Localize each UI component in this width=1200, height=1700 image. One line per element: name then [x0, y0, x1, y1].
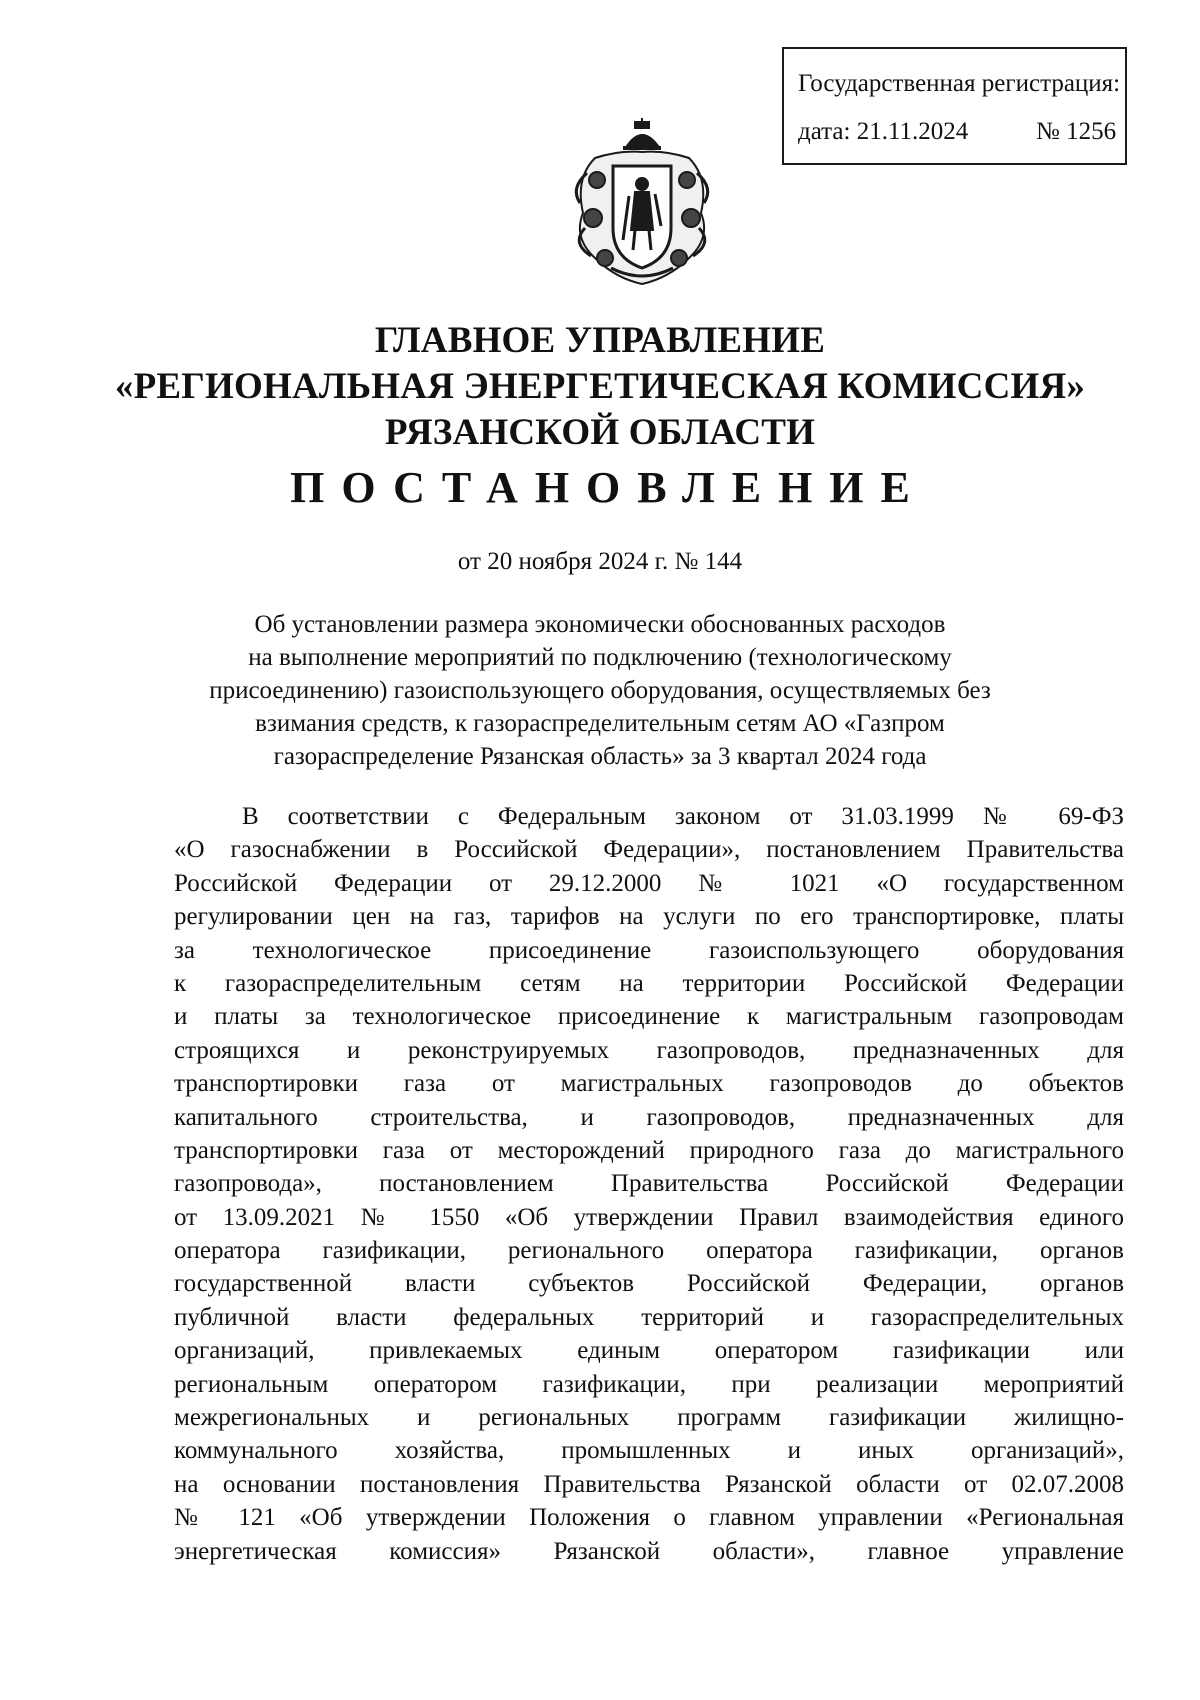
body-line: Российской Федерации от 29.12.2000 № 1021 «О государственном — [174, 869, 1124, 897]
body-line: транспортировки газа от магистральных газопроводов до объектов — [174, 1070, 1124, 1098]
body-line: капитального строительства, и газопроводов, предназначенных для — [174, 1103, 1124, 1131]
body-line: региональным оператором газификации, при реализации мероприятий — [174, 1370, 1124, 1398]
document-type-title: ПОСТАНОВЛЕНИЕ — [290, 463, 927, 512]
subject-line: присоединению) газоиспользующего оборудования, осуществляемых без — [209, 677, 991, 704]
body-line: газопровода», постановлением Правительства Российской Федерации — [174, 1170, 1124, 1198]
body-line: регулировании цен на газ, тарифов на услуги по его транспортировке, платы — [174, 903, 1124, 931]
registration-title: Государственная регистрация: — [798, 70, 1121, 97]
body-line: № 121 «Об утверждении Положения о главном управлении «Региональная — [174, 1504, 1124, 1532]
body-line: межрегиональных и региональных программ газификации жилищно- — [174, 1404, 1124, 1432]
body-paragraph — [174, 800, 1124, 1568]
registration-date: дата: 21.11.2024 — [798, 118, 969, 145]
registration-number: № 1256 — [1036, 118, 1117, 145]
subject-line: на выполнение мероприятий по подключению (технологическому — [248, 644, 952, 671]
body-line: оператора газификации, регионального оператора газификации, органов — [174, 1237, 1124, 1265]
body-line: энергетическая комиссия» Рязанской области», главное управление — [174, 1537, 1124, 1565]
body-line: строящихся и реконструируемых газопроводов, предназначенных для — [174, 1036, 1124, 1064]
body-line: на основании постановления Правительства Рязанской области от 02.07.2008 — [174, 1470, 1124, 1498]
body-line: транспортировки газа от месторождений природного газа до магистрального — [174, 1136, 1124, 1164]
body-line: «О газоснабжении в Российской Федерации», постановлением Правительства — [174, 836, 1124, 864]
organization-name — [0, 318, 1200, 456]
body-line: публичной власти федеральных территорий и газораспределительных — [174, 1303, 1124, 1331]
org-name-line-3: РЯЗАНСКОЙ ОБЛАСТИ — [384, 412, 816, 453]
body-line: за технологическое присоединение газоиспользующего оборудования — [174, 936, 1124, 964]
subject-line: Об установлении размера экономически обоснованных расходов — [254, 611, 946, 638]
body-line: и платы за технологическое присоединение к магистральным газопроводам — [174, 1003, 1124, 1031]
org-name-line-2: «РЕГИОНАЛЬНАЯ ЭНЕРГЕТИЧЕСКАЯ КОМИССИЯ» — [114, 366, 1086, 407]
body-line: организаций, привлекаемых единым оператором газификации или — [174, 1337, 1124, 1365]
registration-stamp — [782, 47, 1127, 165]
subject-line: газораспределение Рязанская область» за 3 квартал 2024 года — [273, 743, 927, 770]
document-subject — [150, 608, 1050, 773]
org-name-line-1: ГЛАВНОЕ УПРАВЛЕНИЕ — [374, 320, 826, 361]
document-date-number: от 20 ноября 2024 г. № 144 — [457, 548, 743, 575]
coat-of-arms-icon — [565, 118, 720, 288]
body-line: к газораспределительным сетям на территории Российской Федерации — [174, 969, 1124, 997]
subject-line: взимания средств, к газораспределительным сетям АО «Газпром — [255, 710, 945, 737]
body-line: коммунального хозяйства, промышленных и иных организаций», — [174, 1437, 1124, 1465]
body-line: от 13.09.2021 № 1550 «Об утверждении Правил взаимодействия единого — [174, 1203, 1124, 1231]
body-line: государственной власти субъектов Российской Федерации, органов — [174, 1270, 1124, 1298]
body-line: В соответствии с Федеральным законом от 31.03.1999 № 69-ФЗ — [242, 803, 1124, 830]
